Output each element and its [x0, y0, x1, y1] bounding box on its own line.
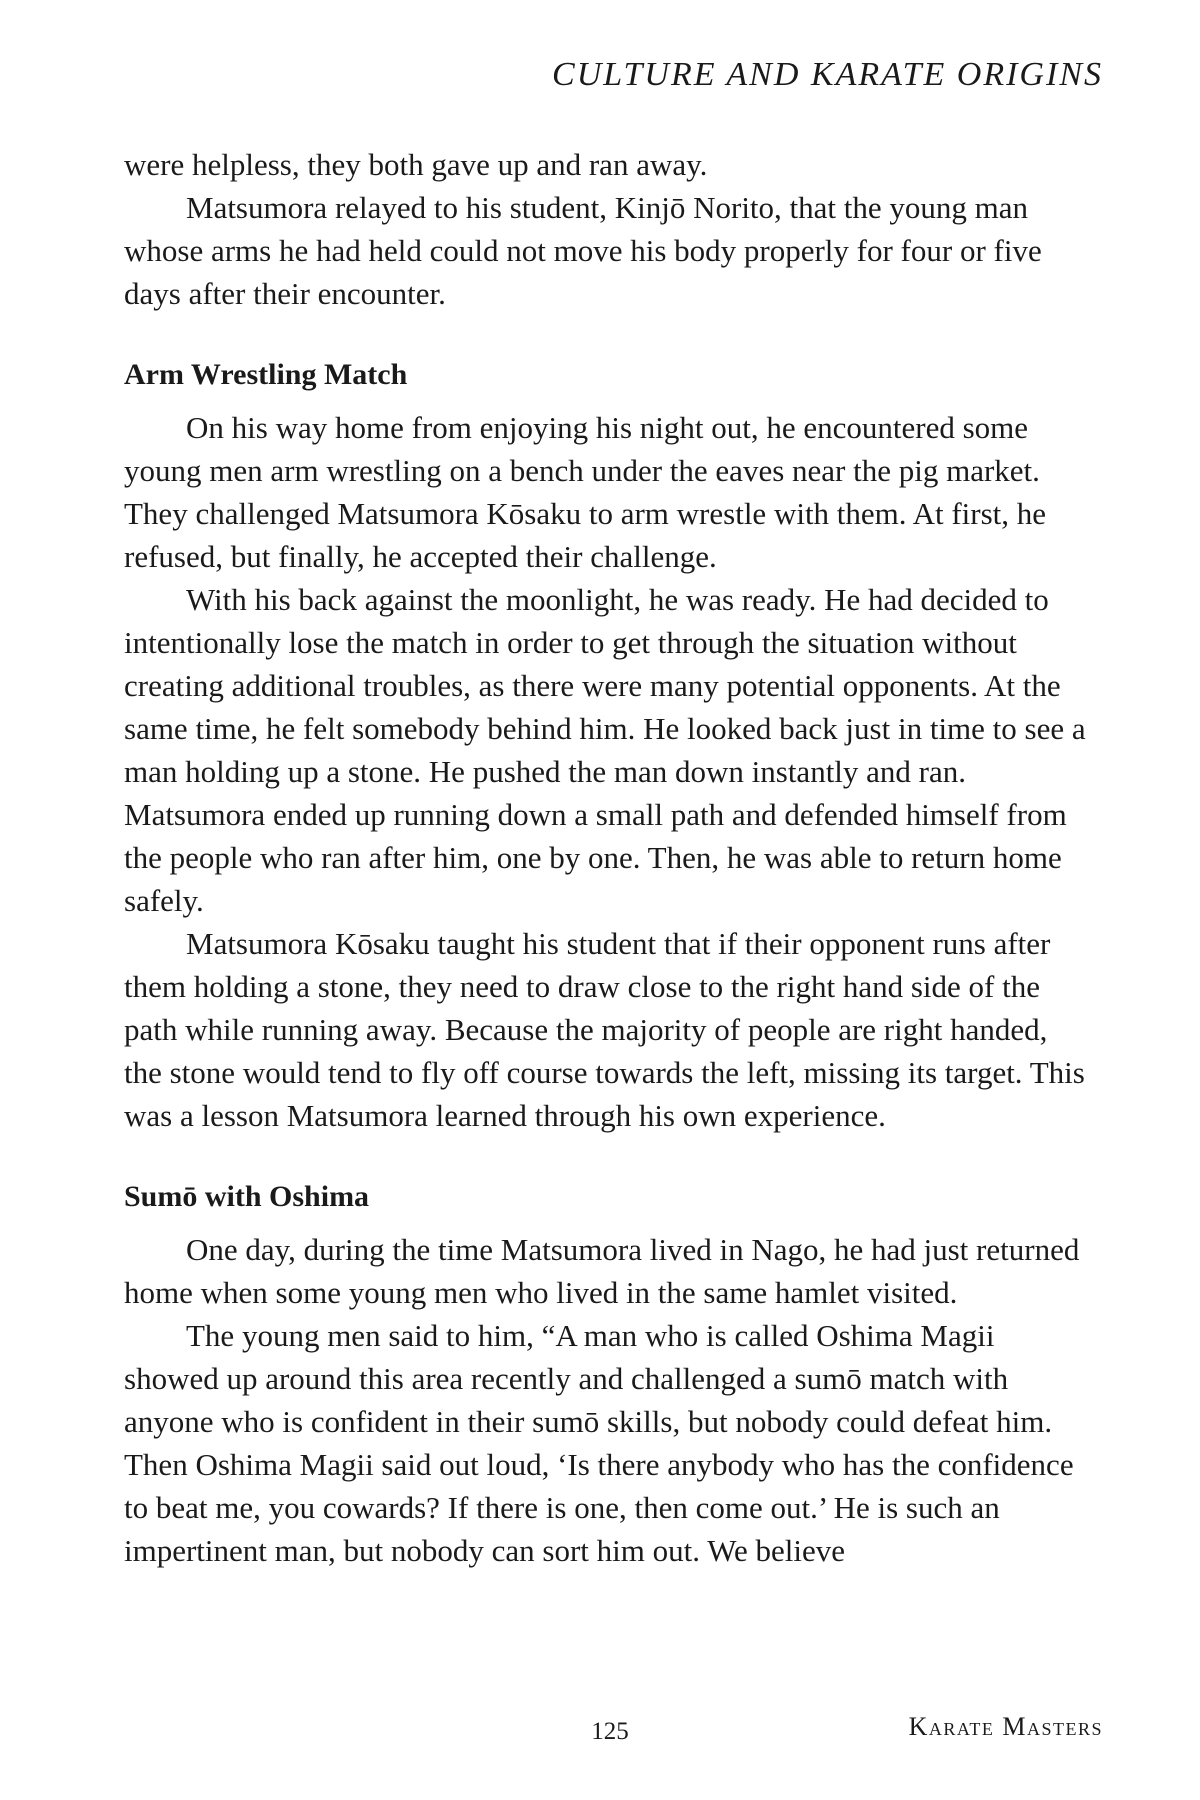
body-text [124, 143, 1092, 1572]
paragraph: Matsumora Kōsaku taught his student that if their opponent runs after them holding a stone, they need to draw close to the right hand side of the path while running away. Because the majority of people are right handed, the stone would tend to fly off course towards the left, missing its target. This was a lesson Matsumora learned through his own experience. [124, 926, 1085, 1133]
paragraph: On his way home from enjoying his night out, he encountered some young men arm wrestling on a bench under the eaves near the pig market. They challenged Matsumora Kōsaku to arm wrestle with them. At first, he refused, but finally, he accepted their challenge. [124, 410, 1047, 574]
paragraph: One day, during the time Matsumora lived in Nago, he had just returned home when some young men who lived in the same hamlet visited. [124, 1232, 1080, 1310]
paragraph: were helpless, they both gave up and ran away. [124, 147, 708, 182]
section-heading-sumo: Sumō with Oshima [124, 1180, 370, 1213]
paragraph: With his back against the moonlight, he was ready. He had decided to intentionally lose the match in order to get through the situation without creating additional troubles, as there were many potential opponents. At the same time, he felt somebody behind him. He looked back just in time to see a man holding up a stone. He pushed the man down instantly and ran. Matsumora ended up running down a small path and defended himself from the people who ran after him, one by one. Then, he was able to return home safely. [124, 582, 1086, 918]
page-number: 125 [591, 1718, 629, 1745]
section-heading-arm-wrestling: Arm Wrestling Match [124, 358, 408, 391]
paragraph: Matsumora relayed to his student, Kinjō Norito, that the young man whose arms he had held could not move his body properly for four or five days after their encounter. [124, 190, 1042, 311]
running-head: CULTURE AND KARATE ORIGINS [552, 56, 1103, 93]
paragraph: The young men said to him, “A man who is called Oshima Magii showed up around this area recently and challenged a sumō match with anyone who is confident in their sumō skills, but nobody could defeat him. Then Oshima Magii said out loud, ‘Is there anybody who has the confidence to beat me, you cowards? If there is one, then come out.’ He is such an impertinent man, but nobody can sort him out. We believe [124, 1318, 1074, 1568]
book-title: Karate Masters [908, 1712, 1103, 1741]
